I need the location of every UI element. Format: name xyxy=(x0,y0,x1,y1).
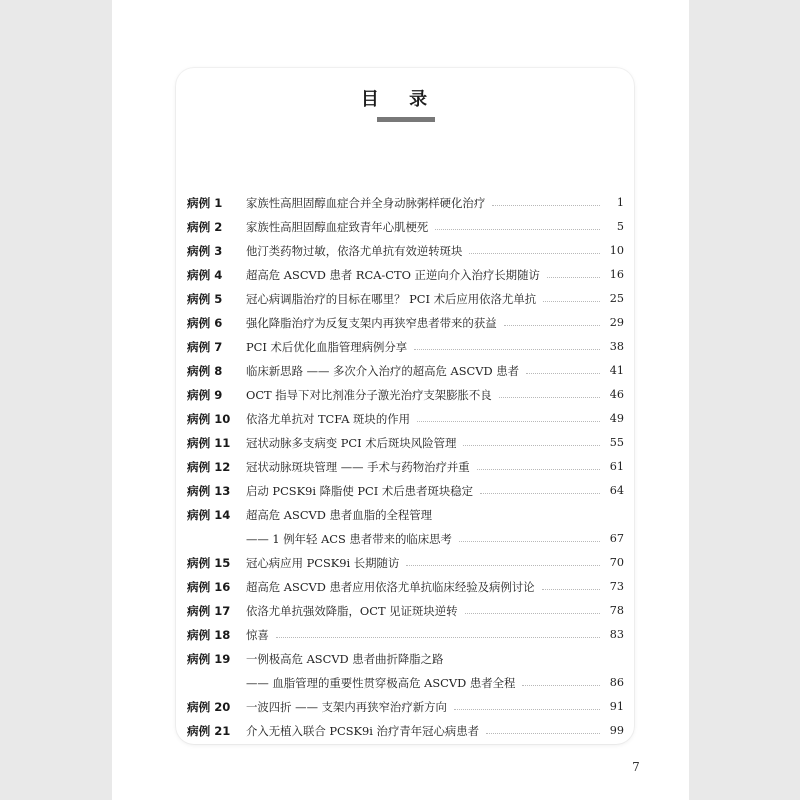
case-title: 启动 PCSK9i 降脂使 PCI 术后患者斑块稳定 xyxy=(246,484,474,498)
case-subtitle: —— 1 例年轻 ACS 患者带来的临床思考 xyxy=(246,532,452,546)
case-label: 病例 9 xyxy=(187,388,223,402)
dot-leader xyxy=(406,564,600,566)
case-label: 病例 17 xyxy=(187,604,231,618)
case-title: 冠心病调脂治疗的目标在哪里？ PCI 术后应用依洛尤单抗 xyxy=(246,292,537,306)
case-title: 超高危 ASCVD 患者 RCA-CTO 正逆向介入治疗长期随访 xyxy=(246,268,540,282)
toc-entry-20 xyxy=(187,695,624,719)
page-number: 78 xyxy=(609,604,624,617)
dot-leader xyxy=(492,204,600,206)
toc-entry-12 xyxy=(187,455,624,479)
dot-leader xyxy=(547,276,600,278)
case-label: 病例 21 xyxy=(187,724,231,738)
dot-leader xyxy=(526,372,600,374)
page-number: 91 xyxy=(609,700,624,713)
toc-entry-2 xyxy=(187,215,624,239)
case-subtitle: —— 血脂管理的重要性贯穿极高危 ASCVD 患者全程 xyxy=(246,676,516,690)
case-label: 病例 18 xyxy=(187,628,231,642)
case-title: 冠状动脉斑块管理 —— 手术与药物治疗并重 xyxy=(246,460,470,474)
case-title: 一波四折 —— 支架内再狭窄治疗新方向 xyxy=(246,700,447,714)
case-label: 病例 15 xyxy=(187,556,231,570)
toc-entry-13 xyxy=(187,479,624,503)
dot-leader xyxy=(454,708,600,710)
case-title: 惊喜 xyxy=(246,628,269,642)
case-title: 超高危 ASCVD 患者应用依洛尤单抗临床经验及病例讨论 xyxy=(246,580,535,594)
dot-leader xyxy=(463,444,600,446)
toc-entry-9 xyxy=(187,383,624,407)
case-label: 病例 8 xyxy=(187,364,223,378)
case-title: 超高危 ASCVD 患者血脂的全程管理 xyxy=(246,508,433,522)
page-number: 49 xyxy=(609,412,624,425)
toc-entry-19-subtitle xyxy=(246,671,624,695)
page-number: 67 xyxy=(609,532,624,545)
page-number: 83 xyxy=(609,628,624,641)
dot-leader xyxy=(469,252,600,254)
case-title: 他汀类药物过敏，依洛尤单抗有效逆转斑块 xyxy=(246,244,463,258)
dot-leader xyxy=(486,732,600,734)
footer-page-number: 7 xyxy=(632,760,640,774)
dot-leader xyxy=(435,228,600,230)
page-number: 99 xyxy=(609,724,624,737)
dot-leader xyxy=(543,300,600,302)
dot-leader xyxy=(522,684,600,686)
case-label: 病例 10 xyxy=(187,412,231,426)
toc-entry-6 xyxy=(187,311,624,335)
toc-entry-14-subtitle xyxy=(246,527,624,551)
dot-leader xyxy=(477,468,600,470)
dot-leader xyxy=(459,540,600,542)
case-title: 依洛尤单抗对 TCFA 斑块的作用 xyxy=(246,412,410,426)
dot-leader xyxy=(499,396,600,398)
page-number: 10 xyxy=(609,244,624,257)
dot-leader xyxy=(276,636,600,638)
page-number: 73 xyxy=(609,580,624,593)
page-number: 61 xyxy=(609,460,624,473)
case-label: 病例 12 xyxy=(187,460,231,474)
case-label: 病例 5 xyxy=(187,292,223,306)
dot-leader xyxy=(465,612,600,614)
toc-entry-15 xyxy=(187,551,624,575)
case-title: 冠心病应用 PCSK9i 长期随访 xyxy=(246,556,400,570)
page-number: 38 xyxy=(609,340,624,353)
toc-entry-8 xyxy=(187,359,624,383)
toc-entry-5 xyxy=(187,287,624,311)
case-label: 病例 14 xyxy=(187,508,231,522)
case-label: 病例 13 xyxy=(187,484,231,498)
page-number: 25 xyxy=(609,292,624,305)
toc-entry-1 xyxy=(187,191,624,215)
case-label: 病例 20 xyxy=(187,700,231,714)
page-number: 1 xyxy=(616,196,624,209)
toc-entry-17 xyxy=(187,599,624,623)
toc-entry-16 xyxy=(187,575,624,599)
page-number: 5 xyxy=(616,220,624,233)
case-title: 临床新思路 —— 多次介入治疗的超高危 ASCVD 患者 xyxy=(246,364,520,378)
toc-entry-7 xyxy=(187,335,624,359)
case-label: 病例 7 xyxy=(187,340,223,354)
case-label: 病例 4 xyxy=(187,268,223,282)
case-title: OCT 指导下对比剂准分子激光治疗支架膨胀不良 xyxy=(246,388,492,402)
case-title: 一例极高危 ASCVD 患者曲折降脂之路 xyxy=(246,652,444,666)
case-label: 病例 11 xyxy=(187,436,231,450)
page-number: 29 xyxy=(609,316,624,329)
page-number: 64 xyxy=(609,484,624,497)
toc-entry-18 xyxy=(187,623,624,647)
page-number: 86 xyxy=(609,676,624,689)
case-label: 病例 6 xyxy=(187,316,223,330)
toc-entry-19 xyxy=(187,647,624,671)
toc-entry-10 xyxy=(187,407,624,431)
case-label: 病例 19 xyxy=(187,652,231,666)
dot-leader xyxy=(417,420,600,422)
page-number: 41 xyxy=(609,364,624,377)
toc-entry-14 xyxy=(187,503,624,527)
dot-leader xyxy=(504,324,600,326)
case-title: 家族性高胆固醇血症致青年心肌梗死 xyxy=(246,220,429,234)
dot-leader xyxy=(542,588,600,590)
case-title: 冠状动脉多支病变 PCI 术后斑块风险管理 xyxy=(246,436,457,450)
dot-leader xyxy=(480,492,600,494)
case-label: 病例 1 xyxy=(187,196,223,210)
case-title: 家族性高胆固醇血症合并全身动脉粥样硬化治疗 xyxy=(246,196,486,210)
case-title: 依洛尤单抗强效降脂，OCT 见证斑块逆转 xyxy=(246,604,458,618)
case-label: 病例 2 xyxy=(187,220,223,234)
dot-leader xyxy=(414,348,600,350)
case-label: 病例 16 xyxy=(187,580,231,594)
case-label: 病例 3 xyxy=(187,244,223,258)
page-number: 70 xyxy=(609,556,624,569)
page-number: 55 xyxy=(609,436,624,449)
toc-entry-4 xyxy=(187,263,624,287)
case-title: PCI 术后优化血脂管理病例分享 xyxy=(246,340,408,354)
toc-entry-11 xyxy=(187,431,624,455)
page-number: 46 xyxy=(609,388,624,401)
case-title: 强化降脂治疗为反复支架内再狭窄患者带来的获益 xyxy=(246,316,497,330)
case-title: 介入无植入联合 PCSK9i 治疗青年冠心病患者 xyxy=(246,724,480,738)
toc-entry-3 xyxy=(187,239,624,263)
page-number: 16 xyxy=(609,268,624,281)
toc-entry-21 xyxy=(187,719,624,743)
toc-title: 目 录 xyxy=(360,89,440,110)
